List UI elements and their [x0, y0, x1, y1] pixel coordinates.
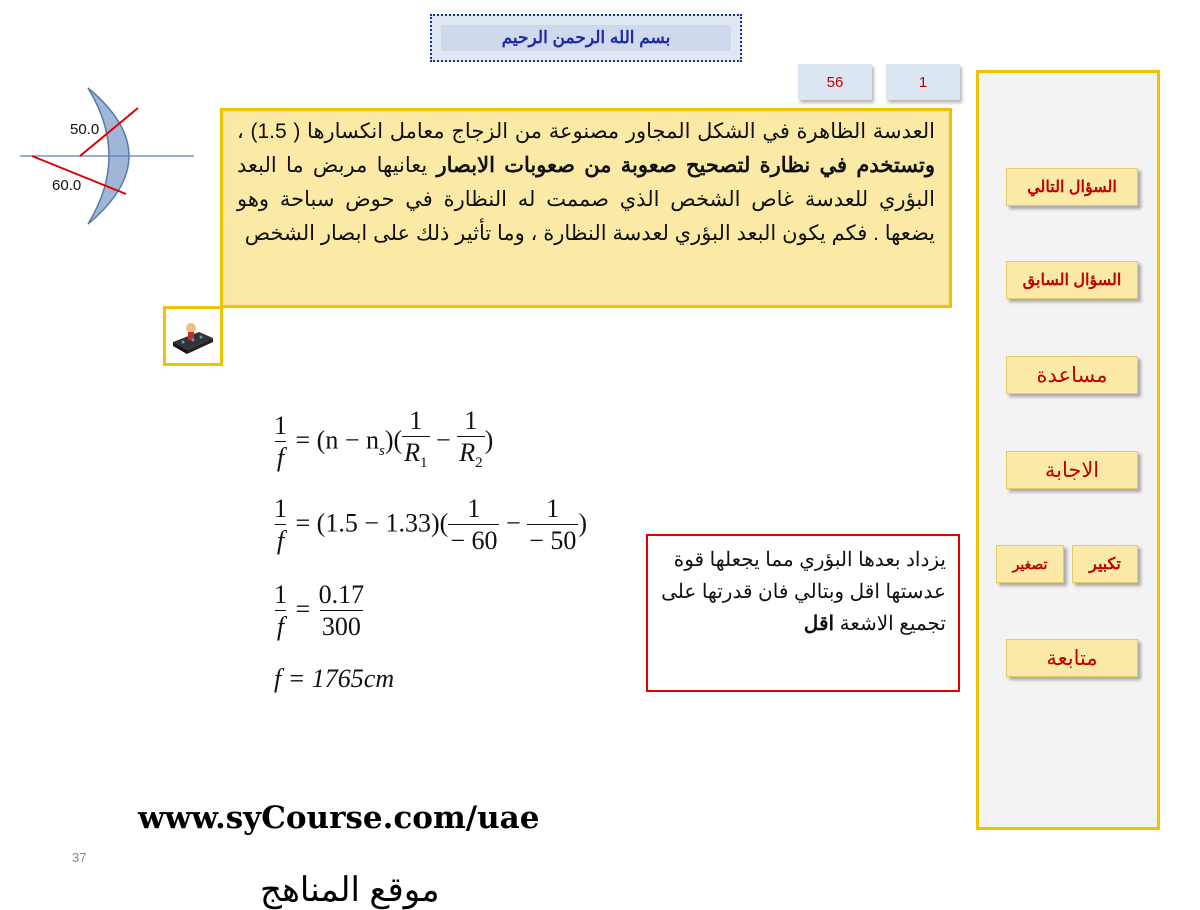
question-text-part1: العدسة الظاهرة في الشكل المجاور مصنوعة من الزجاج معامل انكسارها ( 1.5) ، [237, 120, 935, 143]
eq3-equals: = [295, 594, 311, 624]
eq3-lhs-num: 1 [274, 580, 287, 609]
eq1-lhs-num: 1 [274, 411, 287, 441]
eq3-r-den: 300 [321, 612, 361, 641]
question-text-part3: يعانيها مربض ما البعد البؤري للعدسة غاص الشخص الذي صممت له النظارة في حوض سباحة وهو يضعها . فكم يكون البعد البؤري لعدسة النظارة ، وما تأثير ذلك على ابصار الشخص [237, 154, 935, 245]
eq3-lhs-den: f [276, 612, 285, 641]
eq2-f1-den: − 60 [450, 526, 498, 555]
eq4-lhs: f [274, 664, 282, 693]
question-box [220, 108, 952, 308]
zoom-in-button[interactable]: تكبير [1072, 545, 1138, 583]
eq3-r-num: 0.17 [318, 580, 365, 609]
eq1-f1-num: 1 [409, 406, 423, 435]
equation-lensmaker [272, 406, 493, 479]
site-name-arabic: موقع المناهج [260, 871, 440, 909]
label-bottom-radius: 60.0 [52, 177, 82, 194]
eq1-close: ) [484, 425, 494, 455]
equation-result [274, 664, 394, 694]
question-current-counter: 1 [886, 64, 960, 100]
next-question-button[interactable]: السؤال التالي [1006, 168, 1138, 206]
eq1-f1-sub: 1 [420, 455, 428, 472]
question-total-counter: 56 [798, 64, 872, 100]
show-answer-button[interactable]: الاجابة [1006, 451, 1138, 489]
eq2-close: ) [578, 508, 587, 538]
eq2-f1-num: 1 [467, 494, 481, 523]
continue-button[interactable]: متابعة [1006, 639, 1138, 677]
eq2-lhs-num: 1 [274, 494, 287, 523]
media-player-button[interactable] [163, 306, 223, 366]
eq1-mid: = (n − n [295, 425, 379, 455]
help-button[interactable]: مساعدة [1006, 356, 1138, 394]
eq1-f2-den: R [459, 438, 476, 467]
question-text-bold: وتستخدم في نظارة لتصحيح صعوبة من صعوبات الابصار [436, 154, 935, 177]
eq2-mid: = (1.5 − 1.33)( [295, 508, 449, 538]
lens-diagram [20, 82, 200, 230]
answer-box [646, 534, 960, 692]
eq2-lhs-den: f [276, 526, 285, 555]
page-number: 37 [72, 850, 87, 865]
eq1-f2-num: 1 [464, 406, 478, 435]
eq1-f1-den: R [404, 438, 421, 467]
eq1-minus: − [436, 425, 451, 455]
zoom-out-button[interactable]: تصغير [996, 545, 1064, 583]
answer-text-bold: اقل [803, 613, 835, 635]
website-url: www.syCourse.com/uae [138, 800, 540, 836]
equation-substitution [272, 494, 587, 557]
eq4-rhs: = 1765cm [287, 664, 395, 693]
eq1-lhs-den: f [276, 443, 285, 473]
eq1-after: )( [384, 425, 403, 455]
eq1-sub: s [378, 442, 385, 459]
eq2-minus: − [505, 508, 521, 538]
eq2-f2-den: − 50 [529, 526, 577, 555]
label-top-radius: 50.0 [70, 121, 100, 138]
eq2-f2-num: 1 [546, 494, 560, 523]
eq1-f2-sub: 2 [475, 455, 483, 472]
previous-question-button[interactable]: السؤال السابق [1006, 261, 1138, 299]
answer-text: يزداد بعدها البؤري مما يجعلها قوة عدستها اقل وبتالي فان قدرتها على تجميع الاشعة [661, 549, 946, 635]
equation-simplified [272, 580, 366, 643]
basmala-banner [430, 14, 742, 62]
media-icon [169, 316, 217, 356]
basmala-text: بسم الله الرحمن الرحيم [441, 25, 731, 51]
